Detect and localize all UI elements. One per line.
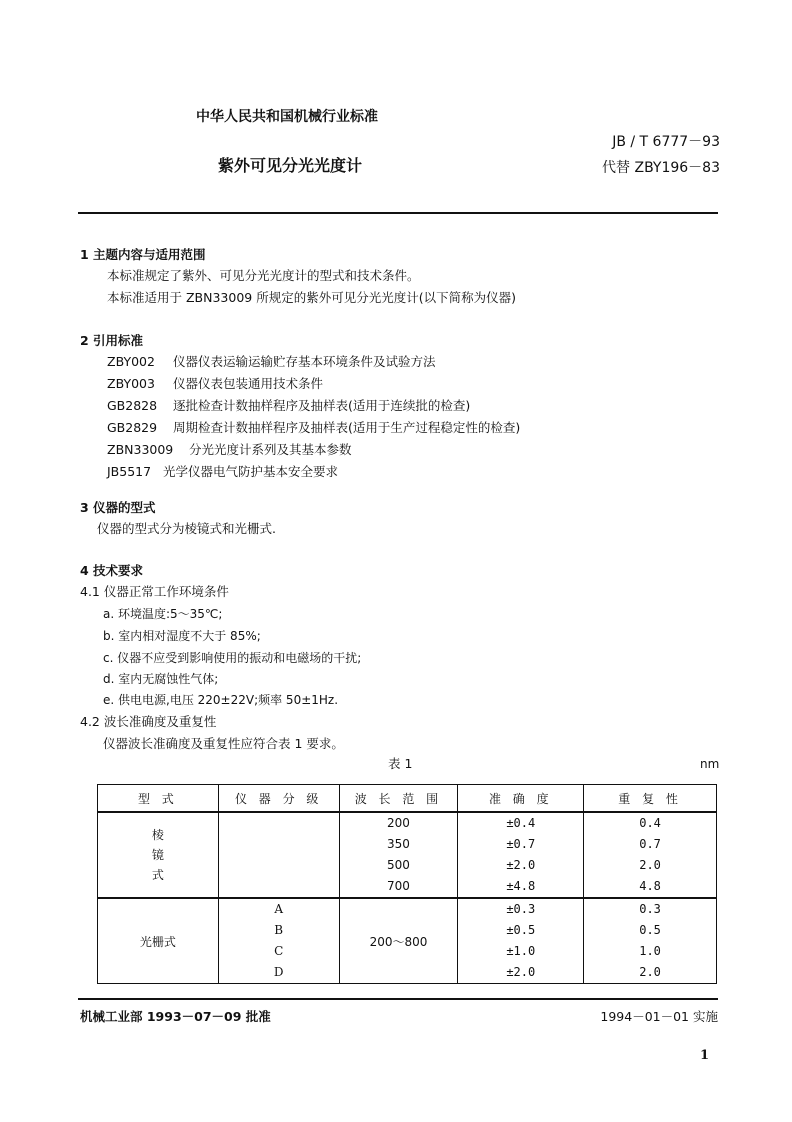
ref-row	[107, 418, 520, 436]
standard-number: JB / T 6777－93	[612, 134, 720, 150]
header-accuracy: 准 确 度	[458, 785, 584, 813]
prism-repeatability-cell	[584, 812, 717, 898]
ref-row	[107, 440, 352, 458]
repeatability-value: 0.3	[639, 902, 661, 916]
grating-accuracy-cell	[458, 898, 584, 984]
grade-value: A	[274, 902, 283, 916]
condition-item: c. 仪器不应受到影响使用的振动和电磁场的干扰;	[103, 651, 362, 665]
ref-row	[107, 352, 436, 370]
ref-code: ZBY003	[107, 376, 155, 391]
accuracy-value: ±2.0	[506, 965, 536, 979]
condition-item: b. 室内相对湿度不大于 85%;	[103, 629, 261, 643]
grade-value: C	[274, 944, 284, 958]
header-grade: 仪 器 分 级	[218, 785, 339, 813]
accuracy-value: ±0.5	[506, 923, 536, 937]
subsection-4-1-heading: 4.1 仪器正常工作环境条件	[80, 584, 229, 599]
accuracy-value: ±0.3	[506, 902, 536, 916]
table-unit: nm	[700, 757, 720, 771]
footer-divider	[78, 998, 718, 1000]
document-title: 紫外可见分光光度计	[218, 156, 363, 175]
ref-row	[107, 462, 338, 480]
wavelength-spec-table	[97, 784, 717, 984]
repeatability-value: 1.0	[639, 944, 661, 958]
condition-item: e. 供电电源,电压 220±22V;频率 50±1Hz.	[103, 693, 339, 707]
grade-value: D	[273, 965, 284, 979]
section-4-heading: 4 技术要求	[80, 563, 144, 578]
accuracy-value: ±4.8	[506, 879, 536, 893]
ref-title: 仪器仪表包装通用技术条件	[173, 376, 324, 391]
grade-value: B	[274, 923, 284, 937]
replaces-standard: 代替 ZBY196－83	[602, 160, 720, 176]
section-1-line-1: 本标准规定了紫外、可见分光光度计的型式和技术条件。	[107, 268, 420, 283]
header-range: 波 长 范 围	[339, 785, 458, 813]
repeatability-value: 0.4	[639, 816, 661, 830]
prism-type-cell	[98, 812, 219, 898]
grating-range-cell: 200～800	[339, 898, 458, 984]
wavelength-value: 200	[387, 816, 410, 830]
page-number: 1	[700, 1048, 710, 1063]
section-1-heading: 1 主题内容与适用范围	[80, 247, 206, 262]
ref-title: 周期检查计数抽样程序及抽样表(适用于生产过程稳定性的检查)	[173, 420, 521, 435]
type-char: 式	[151, 868, 164, 882]
accuracy-value: ±2.0	[506, 858, 536, 872]
table-header-row	[98, 785, 717, 813]
wavelength-value: 500	[387, 858, 410, 872]
ref-title: 仪器仪表运输运输贮存基本环境条件及试验方法	[173, 354, 436, 369]
header-type: 型 式	[98, 785, 219, 813]
subsection-4-2-text: 仪器波长准确度及重复性应符合表 1 要求。	[103, 736, 344, 751]
accuracy-value: ±0.7	[506, 837, 536, 851]
section-2-heading: 2 引用标准	[80, 333, 144, 348]
condition-item: a. 环境温度:5～35℃;	[103, 607, 223, 621]
grating-repeatability-cell	[584, 898, 717, 984]
approval-date: 机械工业部 1993－07－09 批准	[80, 1009, 271, 1024]
repeatability-value: 4.8	[639, 879, 661, 893]
type-char: 镜	[151, 848, 164, 862]
header-repeatability: 重 复 性	[584, 785, 717, 813]
subsection-4-2-heading: 4.2 波长准确度及重复性	[80, 714, 217, 729]
type-char: 棱	[151, 828, 164, 842]
org-name: 中华人民共和国机械行业标准	[196, 109, 378, 125]
ref-code: JB5517	[107, 464, 152, 479]
ref-row	[107, 396, 470, 414]
repeatability-value: 0.5	[639, 923, 661, 937]
ref-row	[107, 374, 323, 392]
table-row-grating	[98, 898, 717, 984]
accuracy-value: ±1.0	[506, 944, 536, 958]
section-3-heading: 3 仪器的型式	[80, 500, 156, 515]
ref-code: GB2828	[107, 398, 158, 413]
accuracy-value: ±0.4	[506, 816, 536, 830]
ref-code: GB2829	[107, 420, 158, 435]
repeatability-value: 0.7	[639, 837, 661, 851]
table-caption: 表 1	[388, 756, 413, 771]
prism-wavelength-cell	[339, 812, 458, 898]
prism-accuracy-cell	[458, 812, 584, 898]
condition-item: d. 室内无腐蚀性气体;	[103, 672, 219, 686]
repeatability-value: 2.0	[639, 858, 661, 872]
wavelength-value: 350	[387, 837, 410, 851]
wavelength-value: 700	[387, 879, 410, 893]
ref-code: ZBN33009	[107, 442, 174, 457]
ref-title: 逐批检查计数抽样程序及抽样表(适用于连续批的检查)	[173, 398, 471, 413]
ref-title: 光学仪器电气防护基本安全要求	[163, 464, 339, 479]
repeatability-value: 2.0	[639, 965, 661, 979]
ref-code: ZBY002	[107, 354, 155, 369]
header-divider	[78, 212, 718, 214]
prism-grade-cell	[218, 812, 339, 898]
ref-title: 分光光度计系列及其基本参数	[189, 442, 352, 457]
section-3-text: 仪器的型式分为棱镜式和光栅式.	[97, 521, 276, 536]
table-row-prism	[98, 812, 717, 898]
grating-type-cell: 光栅式	[98, 898, 219, 984]
grating-grade-cell	[218, 898, 339, 984]
effective-date: 1994－01－01 实施	[600, 1009, 718, 1024]
section-1-line-2: 本标准适用于 ZBN33009 所规定的紫外可见分光光度计(以下简称为仪器)	[107, 290, 516, 305]
